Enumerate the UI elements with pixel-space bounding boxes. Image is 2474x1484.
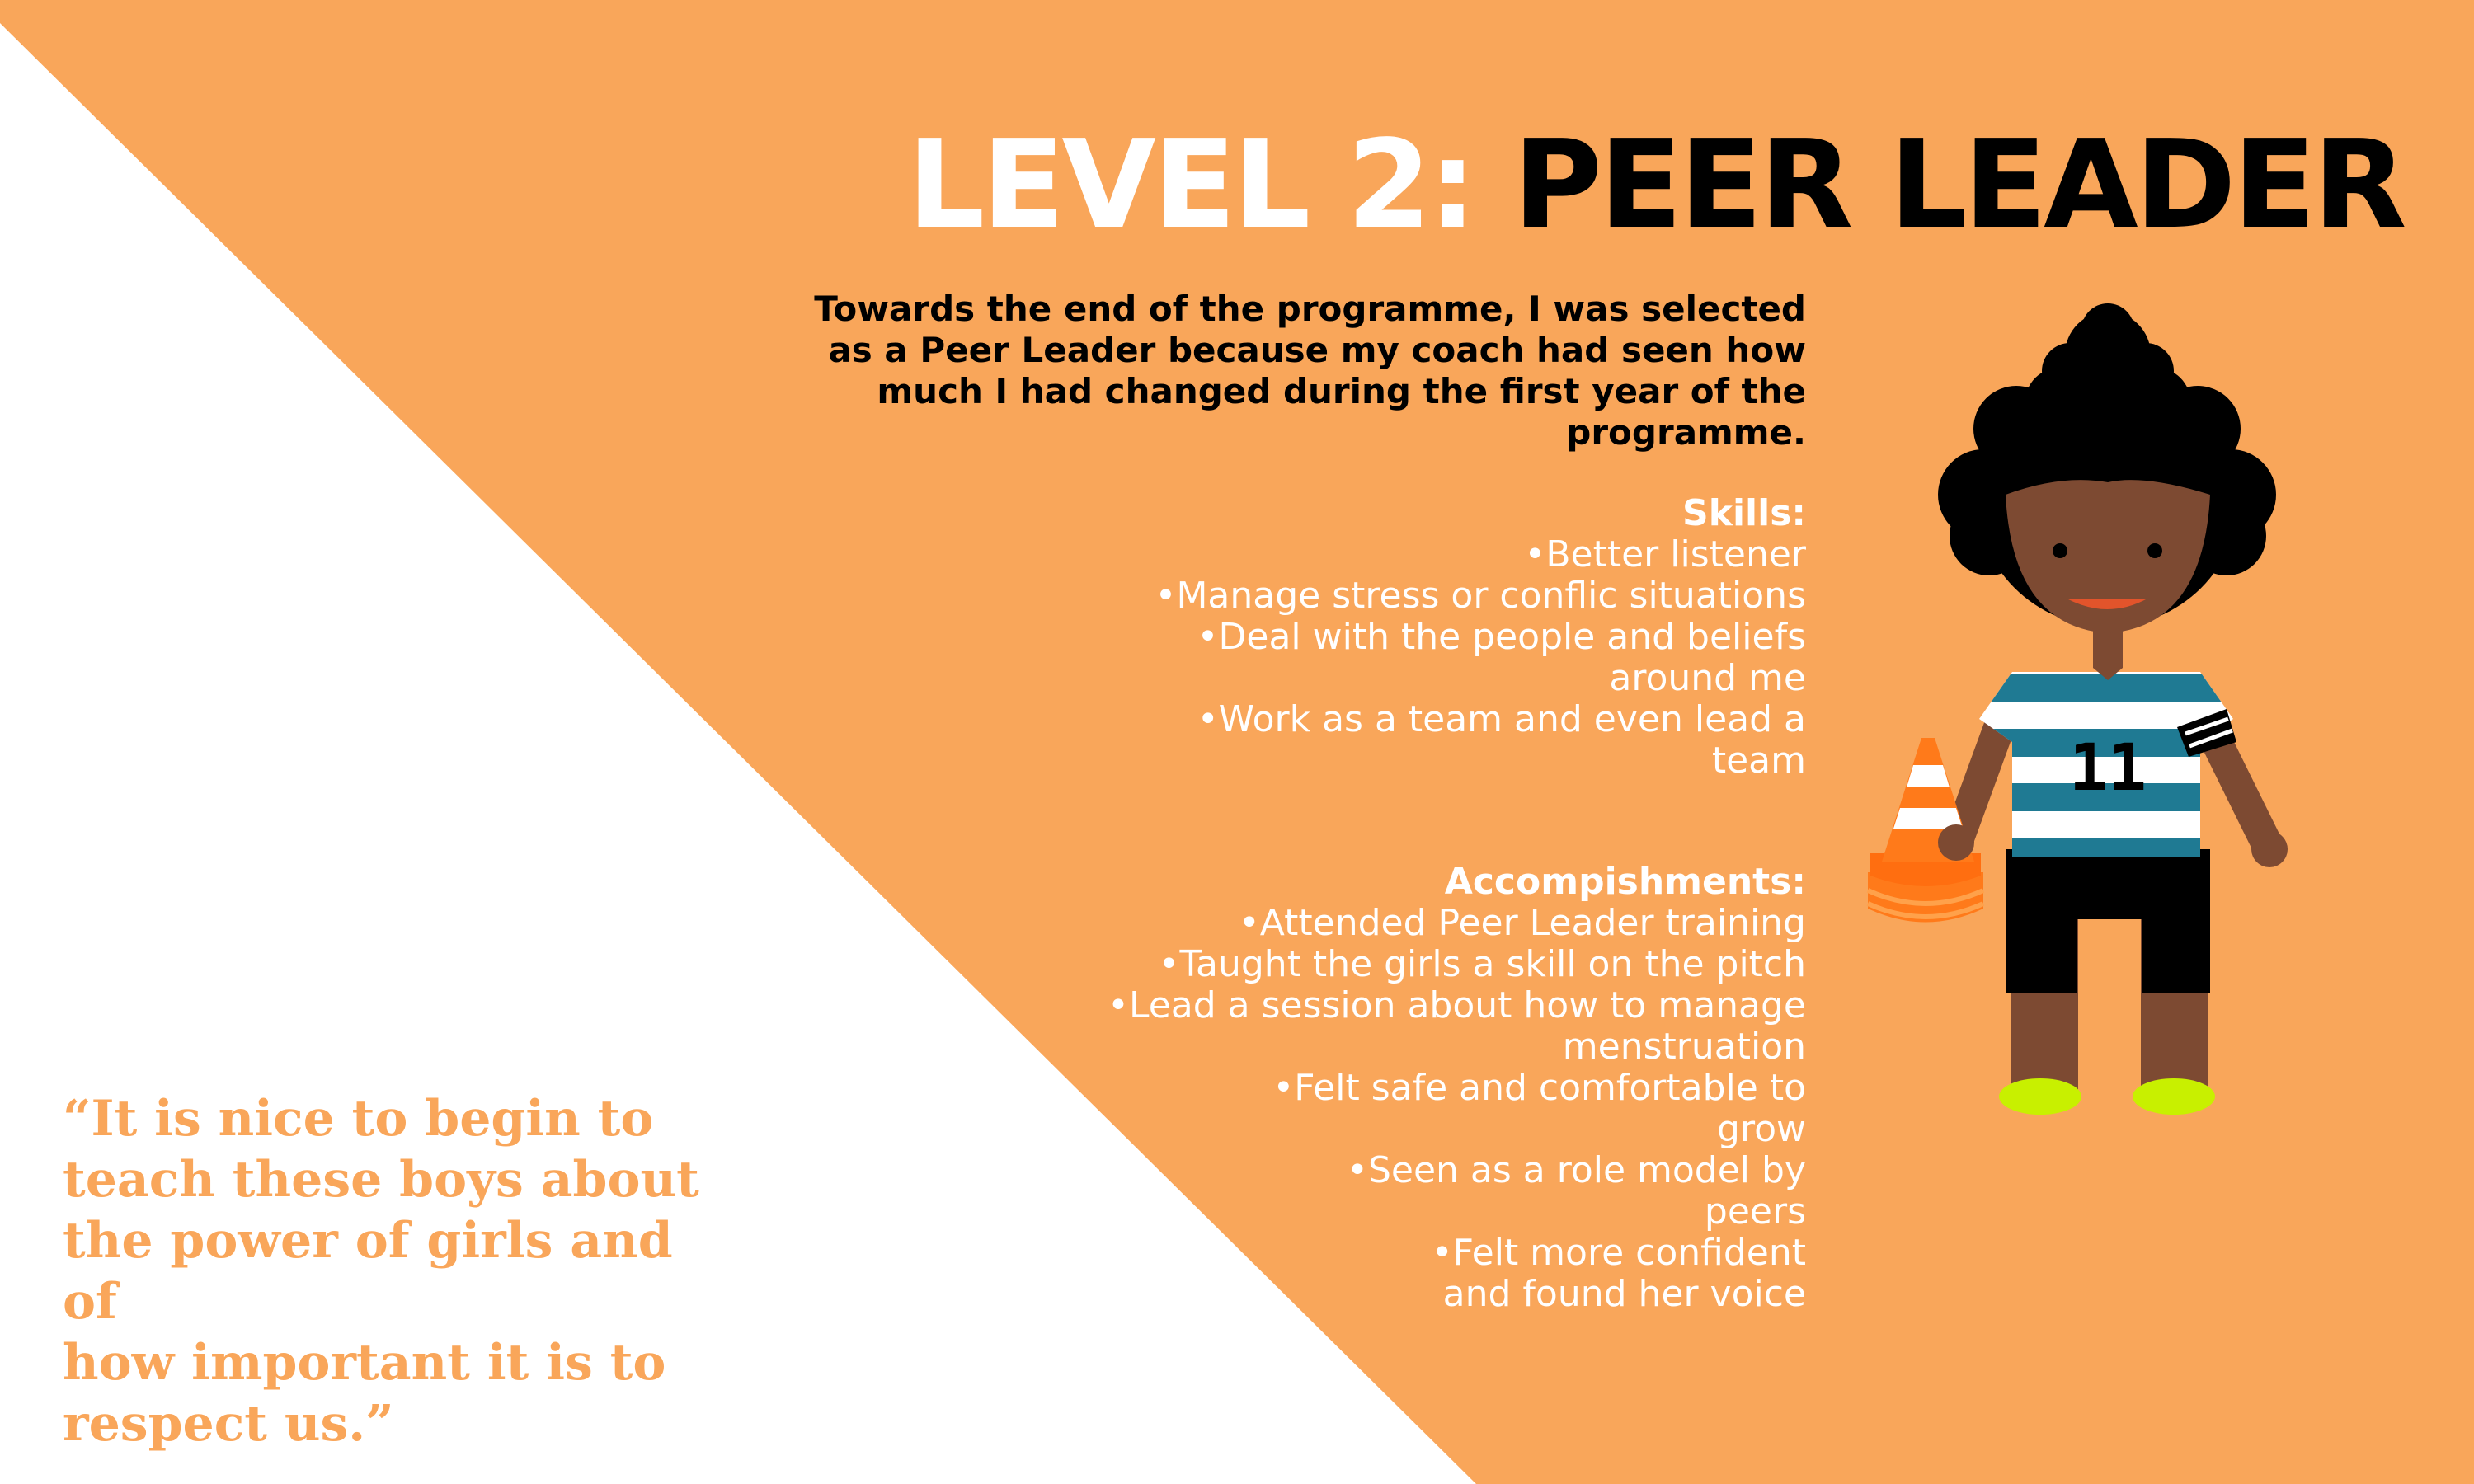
accomplishment-item: •Attended Peer Leader training [1238, 902, 1806, 944]
accomplishments-heading: Accompishments: [1444, 861, 1806, 903]
accomplishment-item: •Felt more confident [1431, 1232, 1806, 1274]
accomplishment-item: peers [1704, 1190, 1806, 1233]
page-title [907, 114, 2404, 256]
skills-item: •Better listener [1524, 533, 1806, 575]
skills-item: •Deal with the people and beliefs [1197, 616, 1806, 658]
quote-line: teach these boys about [63, 1151, 699, 1209]
accomplishment-item: •Taught the girls a skill on the pitch [1158, 943, 1806, 985]
quote-line: respect us.” [63, 1395, 394, 1453]
accomplishment-item: and found her voice [1442, 1273, 1806, 1315]
skills-item: •Work as a team and even lead a [1197, 698, 1806, 740]
intro-line: Towards the end of the programme, I was selected [814, 289, 1806, 329]
accomplishment-item: grow [1717, 1108, 1806, 1150]
girl-illustration [1847, 297, 2309, 1121]
accomplishment-item: •Lead a session about how to manage [1108, 984, 1806, 1026]
jersey-number: 11 [2069, 731, 2147, 805]
left-hand [1938, 824, 1974, 861]
shorts [2006, 849, 2210, 993]
title-level: LEVEL 2: [907, 114, 1475, 256]
left-shoe [1999, 1078, 2081, 1115]
accomplishment-item: •Felt safe and comfortable to [1272, 1067, 1806, 1109]
quote-line: “It is nice to begin to [63, 1090, 654, 1148]
skills-item: around me [1609, 657, 1806, 699]
intro-line: programme. [1566, 412, 1806, 453]
skills-section [734, 493, 1806, 782]
skills-item: team [1711, 740, 1806, 782]
accomplishments-section [734, 862, 1806, 1315]
right-eye [2147, 543, 2162, 558]
left-eye [2053, 543, 2067, 558]
quote-line: the power of girls and of [63, 1212, 673, 1331]
accomplishment-item: •Seen as a role model by [1346, 1149, 1806, 1191]
skills-item: •Manage stress or conflic situations [1155, 575, 1806, 617]
title-role: PEER LEADER [1512, 114, 2404, 256]
face [2006, 480, 2210, 633]
intro-line: as a Peer Leader because my coach had seen how [828, 330, 1806, 370]
quote-block [63, 1088, 739, 1454]
right-shoe [2133, 1078, 2215, 1115]
accomplishment-item: menstruation [1562, 1026, 1806, 1068]
skills-heading: Skills: [1682, 492, 1806, 534]
quote-line: how important it is to [63, 1334, 666, 1392]
intro-paragraph [734, 289, 1806, 453]
intro-line: much I had changed during the first year of the [877, 371, 1806, 411]
right-hand [2251, 831, 2288, 867]
